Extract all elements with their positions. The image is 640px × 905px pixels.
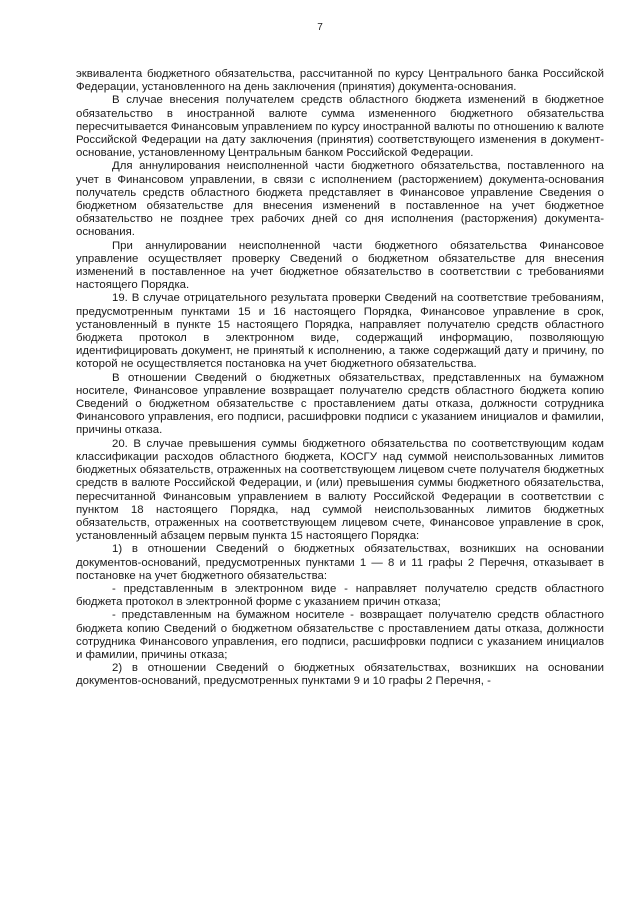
- paragraph: 19. В случае отрицательного результата проверки Сведений на соответствие требованиям, предусмотренным пунктами 15 и 16 настоящего Порядка, Финансовое управление в срок, установленный в пункте 15 настоящего Порядка, направляет получателю средств областного бюджета протокол в электронном виде, содержащий информацию, позволяющую идентифицировать документ, не принятый к исполнению, а также содержащий дату и причину, по которой не осуществляется постановка на учет бюджетного обязательства.: [76, 292, 604, 371]
- paragraph: В случае внесения получателем средств областного бюджета изменений в бюджетное обязательство в иностранной валюте сумма измененного бюджетного обязательства пересчитывается Финансовым управлением по курсу иностранной валюты по отношению к валюте Российской Федерации на дату заключения (принятия) соответствующего изменения в документ-основание, установленному Центральным банком Российской Федерации.: [76, 94, 604, 160]
- paragraph: 1) в отношении Сведений о бюджетных обязательствах, возникших на основании документов-оснований, предусмотренных пунктами 1 — 8 и 11 графы 2 Перечня, отказывает в постановке на учет бюджетного обязательства:: [76, 543, 604, 582]
- page-number: 7: [317, 22, 323, 33]
- paragraph: Для аннулирования неисполненной части бюджетного обязательства, поставленного на учет в Финансовом управлении, в связи с исполнением (расторжением) документа-основания получатель средств областного бюджета представляет в Финансовое управление Сведения о бюджетном обязательстве для внесения изменений в поставленное на учет бюджетное обязательство не позднее трех рабочих дней со дня исполнения (расторжения) документа-основания.: [76, 160, 604, 239]
- paragraph: эквивалента бюджетного обязательства, рассчитанной по курсу Центрального банка Российской Федерации, установленного на день заключения (принятия) документа-основания.: [76, 68, 604, 94]
- paragraph: В отношении Сведений о бюджетных обязательствах, представленных на бумажном носителе, Финансовое управление возвращает получателю средств областного бюджета копию Сведений о бюджетном обязательстве с проставлением даты отказа, должности сотрудника Финансового управления, его подписи, расшифровки подписи с указанием инициалов и фамилии, причины отказа.: [76, 371, 604, 437]
- paragraph: - представленным на бумажном носителе - возвращает получателю средств областного бюджета копию Сведений о бюджетном обязательстве с проставлением даты отказа, должности сотрудника Финансового управления, его подписи, расшифровки подписи с указанием инициалов и фамилии, причины отказа;: [76, 609, 604, 661]
- document-body: [76, 68, 604, 689]
- paragraph: При аннулировании неисполненной части бюджетного обязательства Финансовое управление осуществляет проверку Сведений о бюджетном обязательстве для внесения изменений в поставленное на учет бюджетное обязательство в соответствии с требованиями настоящего Порядка.: [76, 239, 604, 292]
- paragraph: 20. В случае превышения суммы бюджетного обязательства по соответствующим кодам классификации расходов областного бюджета, КОСГУ над суммой неиспользованных лимитов бюджетных обязательств, отраженных на соответствующем лицевом счете получателя бюджетных средств в валюте Российской Федерации, и (или) превышения суммы бюджетного обязательства, пересчитанной Финансовым управлением в валюту Российской Федерации в соответствии с пунктом 18 настоящего Порядка, над суммой неиспользованных лимитов бюджетных обязательств, отраженных на соответствующем лицевом счете, Финансовое управление в срок, установленный абзацем первым пункта 15 настоящего Порядка:: [76, 437, 604, 543]
- paragraph: 2) в отношении Сведений о бюджетных обязательствах, возникших на основании документов-оснований, предусмотренных пунктами 9 и 10 графы 2 Перечня, -: [76, 662, 604, 688]
- paragraph: - представленным в электронном виде - направляет получателю средств областного бюджета протокол в электронной форме с указанием причин отказа;: [76, 582, 604, 609]
